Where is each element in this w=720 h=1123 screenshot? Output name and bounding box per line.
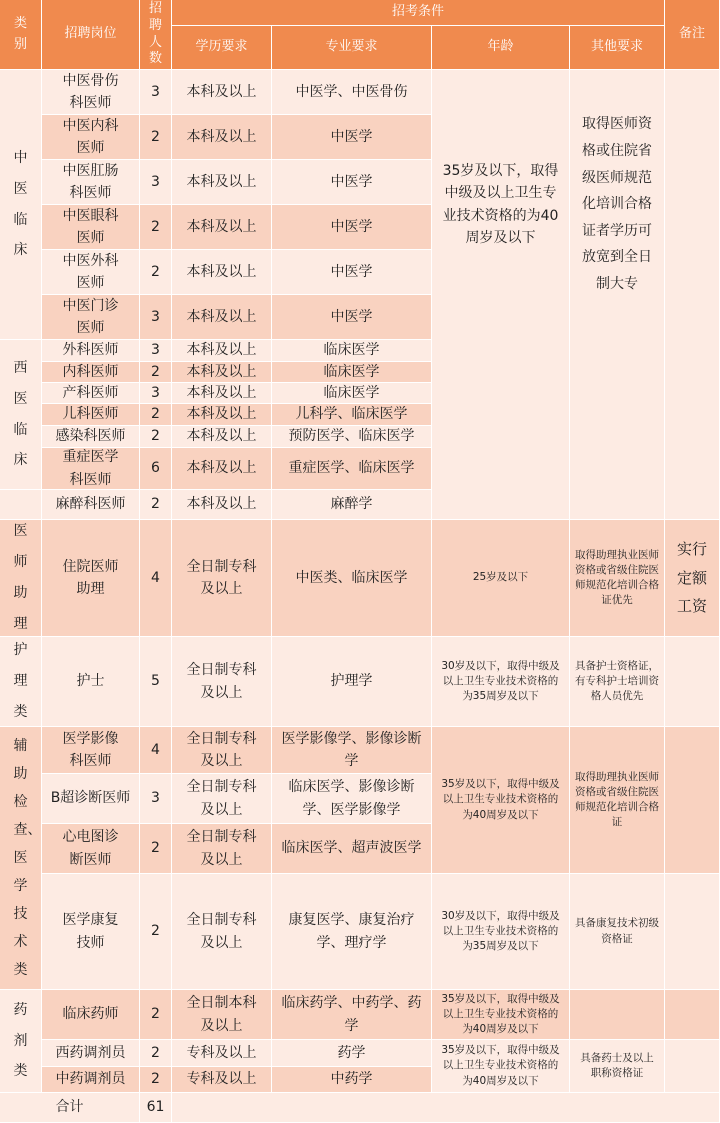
other-rehab: 具备康复技术初级资格证 [570, 874, 665, 990]
table-row-major: 中药学 [272, 1067, 432, 1093]
table-row-major: 重症医学、临床医学 [272, 448, 432, 490]
total-blank [172, 1093, 720, 1123]
total-label: 合计 [0, 1093, 140, 1123]
table-row-count: 3 [140, 340, 172, 362]
table-row-position: 西药调剂员 [42, 1040, 140, 1067]
table-row-count: 3 [140, 383, 172, 404]
header-position: 招聘岗位 [42, 0, 140, 70]
table-row-position: 医学康复技师 [42, 874, 140, 990]
remark-doctors [665, 70, 720, 520]
table-row-major: 中医学 [272, 160, 432, 205]
table-row-major: 护理学 [272, 637, 432, 727]
other-doctors: 取得医师资格或住院省级医师规范化培训合格证者学历可放宽到全日制大专 [570, 70, 665, 520]
table-row-major: 中医类、临床医学 [272, 520, 432, 637]
table-row-major: 中医学 [272, 295, 432, 340]
table-row-education: 本科及以上 [172, 490, 272, 520]
table-row-count: 6 [140, 448, 172, 490]
header-major: 专业要求 [272, 26, 432, 70]
table-row-position: 重症医学科医师 [42, 448, 140, 490]
table-row-count: 2 [140, 1067, 172, 1093]
table-row-count: 2 [140, 404, 172, 426]
table-row-education: 全日制专科及以上 [172, 874, 272, 990]
table-row-education: 全日制专科及以上 [172, 727, 272, 774]
table-row-major: 儿科学、临床医学 [272, 404, 432, 426]
table-row-education: 全日制本科及以上 [172, 990, 272, 1040]
table-row-count: 3 [140, 70, 172, 115]
other-auxiliary: 取得助理执业医师资格或省级住院医师规范化培训合格证 [570, 727, 665, 874]
table-row-education: 全日制专科及以上 [172, 824, 272, 874]
table-row-position: 中医外科医师 [42, 250, 140, 295]
table-row-position: 医学影像科医师 [42, 727, 140, 774]
table-row-position: 中医内科医师 [42, 115, 140, 160]
table-row-major: 预防医学、临床医学 [272, 426, 432, 448]
table-row-position: 心电图诊断医师 [42, 824, 140, 874]
table-row-position: 中医门诊医师 [42, 295, 140, 340]
table-row-count: 2 [140, 1040, 172, 1067]
table-row-education: 全日制专科及以上 [172, 520, 272, 637]
age-auxiliary: 35岁及以下，取得中级及以上卫生专业技术资格的为40周岁及以下 [432, 727, 570, 874]
age-rehab: 30岁及以下，取得中级及以上卫生专业技术资格的为35周岁及以下 [432, 874, 570, 990]
table-row-education: 本科及以上 [172, 160, 272, 205]
header-education: 学历要求 [172, 26, 272, 70]
table-row-count: 4 [140, 727, 172, 774]
table-row-position: 住院医师助理 [42, 520, 140, 637]
table-row-position: 内科医师 [42, 362, 140, 383]
table-row-count: 2 [140, 205, 172, 250]
table-row-major: 临床医学 [272, 383, 432, 404]
table-row-position: B超诊断医师 [42, 774, 140, 824]
table-row-count: 2 [140, 990, 172, 1040]
age-pharmacist: 35岁及以下，取得中级及以上卫生专业技术资格的为40周岁及以下 [432, 990, 570, 1040]
table-row-education: 本科及以上 [172, 362, 272, 383]
table-row-education: 专科及以上 [172, 1067, 272, 1093]
group-nursing: 护理类 [0, 637, 42, 727]
other-dispensers: 具备药士及以上职称资格证 [570, 1040, 665, 1093]
table-row-position: 外科医师 [42, 340, 140, 362]
group-western: 西医临床 [0, 340, 42, 490]
header-other: 其他要求 [570, 26, 665, 70]
table-row-count: 2 [140, 874, 172, 990]
table-row-education: 专科及以上 [172, 1040, 272, 1067]
table-row-major: 医学影像学、影像诊断学 [272, 727, 432, 774]
remark-nursing [665, 637, 720, 727]
table-row-position: 儿科医师 [42, 404, 140, 426]
other-nursing: 具备护士资格证，有专科护士培训资格人员优先 [570, 637, 665, 727]
table-row-position: 护士 [42, 637, 140, 727]
table-row-major: 中医学 [272, 115, 432, 160]
group-pharmacy: 药剂类 [0, 990, 42, 1093]
table-row-education: 本科及以上 [172, 383, 272, 404]
table-row-major: 临床医学、影像诊断学、医学影像学 [272, 774, 432, 824]
group-assistant: 医师助理 [0, 520, 42, 637]
table-row-education: 本科及以上 [172, 205, 272, 250]
table-row-count: 3 [140, 295, 172, 340]
remark-auxiliary [665, 727, 720, 874]
table-row-education: 本科及以上 [172, 404, 272, 426]
header-remark: 备注 [665, 0, 720, 70]
table-row-count: 2 [140, 115, 172, 160]
table-row-position: 感染科医师 [42, 426, 140, 448]
table-row-education: 全日制专科及以上 [172, 774, 272, 824]
table-row-major: 康复医学、康复治疗学、理疗学 [272, 874, 432, 990]
table-row-education: 本科及以上 [172, 426, 272, 448]
age-nursing: 30岁及以下，取得中级及以上卫生专业技术资格的为35周岁及以下 [432, 637, 570, 727]
table-row-major: 中医学 [272, 250, 432, 295]
table-row-position: 中医眼科医师 [42, 205, 140, 250]
group-western-cont [0, 490, 42, 520]
group-auxiliary: 辅助检查、医学技术类 [0, 727, 42, 990]
header-age: 年龄 [432, 26, 570, 70]
table-row-major: 临床医学、超声波医学 [272, 824, 432, 874]
total-count: 61 [140, 1093, 172, 1123]
table-row-position: 中药调剂员 [42, 1067, 140, 1093]
table-row-major: 临床药学、中药学、药学 [272, 990, 432, 1040]
table-row-education: 全日制专科及以上 [172, 637, 272, 727]
age-dispensers: 35岁及以下，取得中级及以上卫生专业技术资格的为40周岁及以下 [432, 1040, 570, 1093]
table-row-count: 5 [140, 637, 172, 727]
table-row-major: 麻醉学 [272, 490, 432, 520]
table-row-count: 2 [140, 426, 172, 448]
table-row-position: 产科医师 [42, 383, 140, 404]
table-row-count: 2 [140, 824, 172, 874]
table-row-count: 2 [140, 362, 172, 383]
table-row-count: 3 [140, 160, 172, 205]
table-row-education: 本科及以上 [172, 70, 272, 115]
table-row-education: 本科及以上 [172, 115, 272, 160]
header-count: 招聘人数 [140, 0, 172, 70]
group-tcm: 中医临床 [0, 70, 42, 340]
table-row-major: 临床医学 [272, 362, 432, 383]
table-row-education: 本科及以上 [172, 340, 272, 362]
age-doctors: 35岁及以下，取得中级及以上卫生专业技术资格的为40周岁及以下 [432, 70, 570, 520]
header-category: 类别 [0, 0, 42, 70]
age-assistant: 25岁及以下 [432, 520, 570, 637]
other-pharmacist [570, 990, 665, 1040]
table-row-education: 本科及以上 [172, 250, 272, 295]
table-row-major: 中医学、中医骨伤 [272, 70, 432, 115]
table-row-position: 中医骨伤科医师 [42, 70, 140, 115]
table-row-position: 中医肛肠科医师 [42, 160, 140, 205]
table-row-position: 麻醉科医师 [42, 490, 140, 520]
table-row-education: 本科及以上 [172, 448, 272, 490]
table-row-major: 临床医学 [272, 340, 432, 362]
remark-assistant: 实行定额工资 [665, 520, 720, 637]
header-conditions: 招考条件 [172, 0, 665, 26]
remark-dispensers [665, 1040, 720, 1093]
other-assistant: 取得助理执业医师资格或省级住院医师规范化培训合格证优先 [570, 520, 665, 637]
table-row-count: 2 [140, 490, 172, 520]
table-row-count: 2 [140, 250, 172, 295]
table-row-major: 中医学 [272, 205, 432, 250]
remark-rehab [665, 874, 720, 990]
table-row-major: 药学 [272, 1040, 432, 1067]
table-row-position: 临床药师 [42, 990, 140, 1040]
remark-pharmacist [665, 990, 720, 1040]
table-row-count: 3 [140, 774, 172, 824]
table-row-count: 4 [140, 520, 172, 637]
table-row-education: 本科及以上 [172, 295, 272, 340]
